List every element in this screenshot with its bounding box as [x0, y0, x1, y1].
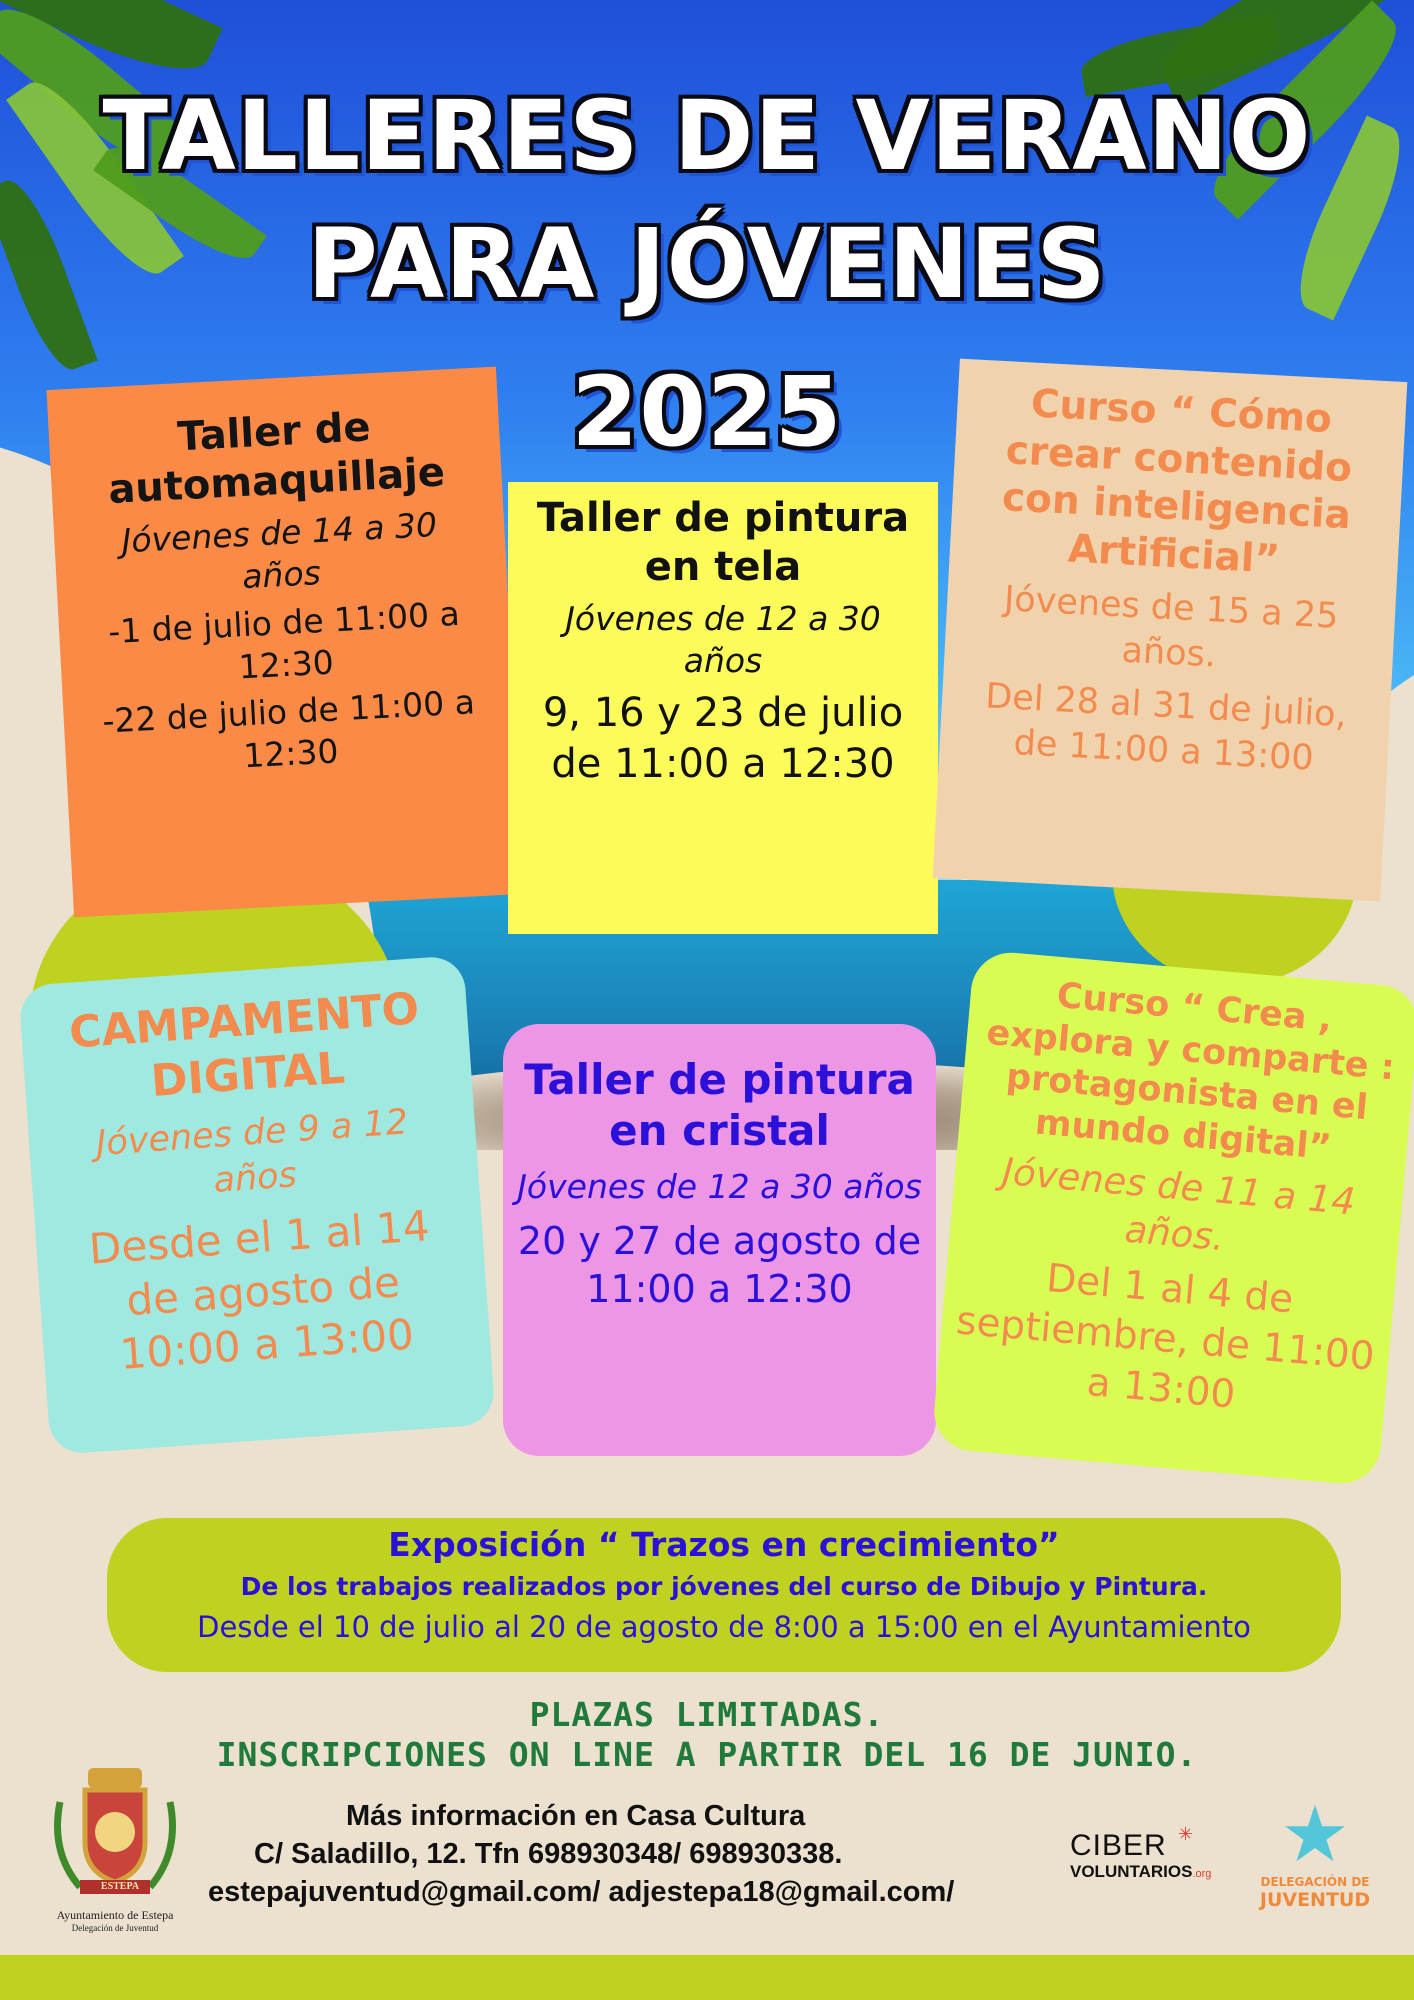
org-suffix: .org — [1192, 1868, 1212, 1880]
card-date: -1 de julio de 11:00 a 12:30 — [107, 593, 461, 687]
spark-icon: ✳ — [1178, 1824, 1194, 1845]
card-date: -22 de julio de 11:00 a 12:30 — [101, 681, 476, 776]
card-title: Taller de pintura en tela — [536, 495, 910, 590]
card-dates: Desde el 1 al 14 de agosto de 10:00 a 13:00 — [87, 1201, 432, 1380]
juventud-label-line2: JUVENTUD — [1259, 1889, 1371, 1911]
ayuntamiento-subtitle: Delegación de Juventud — [71, 1923, 159, 1933]
delegacion-juventud-logo — [1250, 1790, 1380, 1925]
card-dates: 9, 16 y 23 de julio de 11:00 a 12:30 — [542, 690, 904, 788]
exposicion-subtitle: De los trabajos realizados por jóvenes del curso de Dibujo y Pintura. — [240, 1571, 1208, 1601]
card-pintura-tela — [508, 482, 938, 934]
poster-title-line2: PARA JÓVENES — [307, 208, 1107, 320]
card-dates: 20 y 27 de agosto de 11:00 a 12:30 — [517, 1218, 922, 1312]
poster-year: 2025 — [571, 356, 843, 468]
seal-banner-text: ESTEPA — [100, 1881, 140, 1892]
contact-address: C/ Saladillo, 12. Tfn 698930348/ 698930338. — [254, 1838, 843, 1870]
card-dates: Del 1 al 4 de septiembre, de 11:00 a 13:00 — [954, 1256, 1377, 1419]
notice-plazas: PLAZAS LIMITADAS. — [529, 1695, 885, 1734]
card-campamento-digital — [18, 955, 496, 1455]
card-ages: Jóvenes de 12 a 30 años — [517, 1167, 922, 1207]
poster-title-line1: TALLERES DE VERANO — [102, 80, 1312, 192]
ayuntamiento-logo — [40, 1762, 190, 1942]
card-automaquillaje — [46, 367, 523, 918]
card-ages: Jóvenes de 12 a 30 años — [565, 598, 881, 680]
exposicion-banner — [107, 1518, 1341, 1672]
juventud-label-line1: DELEGACIÓN DE — [1260, 1875, 1370, 1889]
contact-email-text[interactable]: estepajuventud@gmail.com/ adjestepa18@gmail.com/ — [208, 1876, 955, 1908]
card-title: CAMPAMENTO DIGITAL — [67, 983, 421, 1107]
card-ages: Jóvenes de 14 a 30 años — [120, 504, 438, 596]
cibervoluntarios-logo — [1070, 1824, 1250, 1890]
voluntarios-text: VOLUNTARIOS — [1070, 1862, 1193, 1881]
ciber-text: CIBER — [1070, 1829, 1167, 1862]
exposicion-title: Exposición “ Trazos en crecimiento” — [388, 1525, 1060, 1564]
bottom-bar — [0, 1955, 1414, 2000]
star-icon: ★ — [1280, 1790, 1350, 1880]
contact-email[interactable] — [208, 1876, 954, 1909]
card-title: Taller de automaquillaje — [107, 404, 446, 513]
card-dates: Del 28 al 31 de julio, de 11:00 a 13:00 — [984, 676, 1348, 779]
card-ages: Jóvenes de 11 a 14 años. — [1000, 1149, 1357, 1260]
ayuntamiento-name: Ayuntamiento de Estepa — [56, 1908, 174, 1922]
contact-line1: Más información en Casa Cultura — [346, 1800, 806, 1832]
notice-inscripciones: INSCRIPCIONES ON LINE A PARTIR DEL 16 DE JUNIO. — [216, 1735, 1198, 1774]
exposicion-dates: Desde el 10 de julio al 20 de agosto de 8:00 a 15:00 en el Ayuntamiento — [197, 1609, 1251, 1644]
card-ages: Jóvenes de 15 a 25 años. — [1002, 579, 1340, 676]
card-curso-ia — [933, 359, 1408, 902]
card-ages: Jóvenes de 9 a 12 años — [94, 1102, 410, 1202]
card-curso-crea — [931, 949, 1414, 1486]
card-title: Curso “ Crea , explora y comparte : protagonista en el mundo digital” — [985, 975, 1397, 1169]
card-title: Curso “ Cómo crear contenido con inteligencia Artificial” — [1000, 381, 1354, 583]
card-pintura-cristal — [503, 1024, 936, 1456]
card-title: Taller de pintura en cristal — [524, 1055, 915, 1156]
